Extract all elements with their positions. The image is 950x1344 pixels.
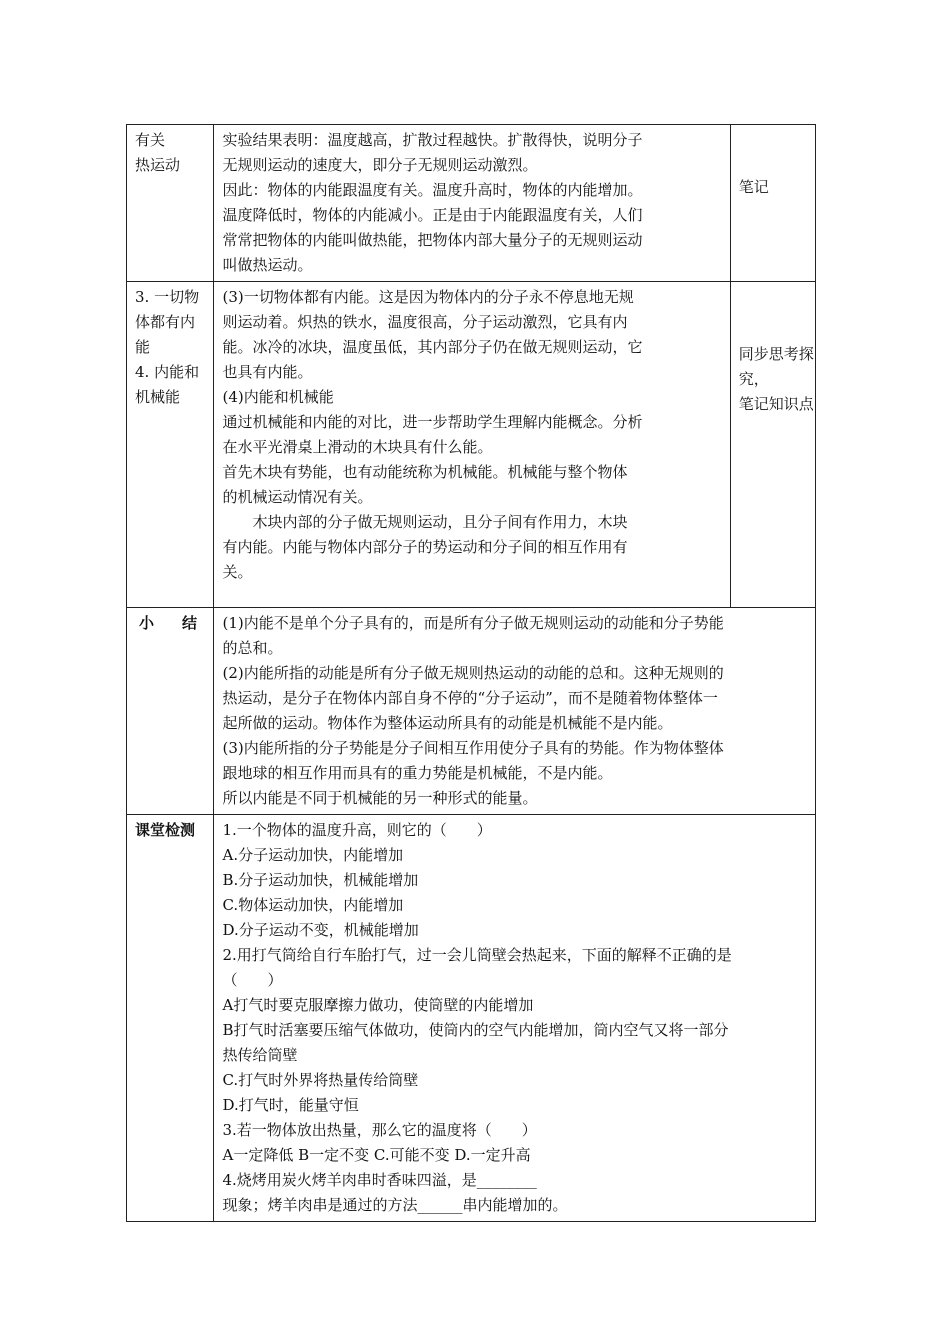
content-line: 常常把物体的内能叫做热能，把物体内部大量分子的无规则运动 [222, 231, 643, 249]
content-line: 无规则运动的速度大，即分子无规则运动激烈。 [222, 156, 538, 174]
topic-line: 3. 一切物 [135, 288, 200, 306]
note-text: 同步思考探 [738, 345, 814, 363]
question-line: 2.用打气筒给自行车胎打气，过一会儿筒壁会热起来，下面的解释不正确的是 [222, 946, 732, 964]
table-row [127, 125, 816, 282]
content-line: 首先木块有势能，也有动能统称为机械能。机械能与整个物体 [222, 463, 628, 481]
topic-cell [127, 282, 214, 608]
table-row [127, 815, 816, 1222]
question-line: 1.一个物体的温度升高，则它的（ ） [222, 821, 492, 839]
topic-line: 机械能 [135, 388, 181, 406]
lesson-table [126, 124, 816, 1222]
table-row [127, 608, 816, 815]
content-line: 起所做的运动。物体作为整体运动所具有的动能是机械能不是内能。 [222, 714, 673, 732]
note-text: 究， [738, 370, 769, 388]
content-line: 的总和。 [222, 639, 283, 657]
topic-line: 体都有内 [135, 313, 196, 331]
topic-line: 有关 [135, 131, 166, 149]
question-line: （ ） [222, 971, 283, 989]
topic-line: 能 [135, 338, 151, 356]
content-line: 关。 [222, 563, 253, 581]
content-line: 则运动着。炽热的铁水，温度很高，分子运动激烈，它具有内 [222, 313, 628, 331]
content-line: 叫做热运动。 [222, 256, 313, 274]
content-line: 温度降低时，物体的内能减小。正是由于内能跟温度有关，人们 [222, 206, 643, 224]
content-line: (2)内能所指的动能是所有分子做无规则热运动的动能的总和。这种无规则的 [222, 664, 724, 682]
content-line: 也具有内能。 [222, 363, 313, 381]
note-cell [730, 125, 815, 282]
note-cell [730, 282, 815, 608]
option-line: B.分子运动加快，机械能增加 [222, 871, 419, 889]
content-cell [214, 282, 730, 608]
summary-label-cell [127, 608, 214, 815]
option-line: A一定降低 B一定不变 C.可能不变 D.一定升高 [222, 1146, 531, 1164]
note-text: 笔记知识点 [738, 395, 814, 413]
content-line: 木块内部的分子做无规则运动，且分子间有作用力，木块 [222, 513, 628, 531]
content-line: 因此：物体的内能跟温度有关。温度升高时，物体的内能增加。 [222, 181, 643, 199]
content-line: (3)一切物体都有内能。这是因为物体内的分子永不停息地无规 [222, 288, 634, 306]
note-text: 笔记 [738, 178, 769, 196]
content-line: 所以内能是不同于机械能的另一种形式的能量。 [222, 789, 538, 807]
content-line: 通过机械能和内能的对比，进一步帮助学生理解内能概念。分析 [222, 413, 643, 431]
content-line: 在水平光滑桌上滑动的木块具有什么能。 [222, 438, 493, 456]
content-line: 能。冰冷的冰块，温度虽低，其内部分子仍在做无规则运动，它 [222, 338, 643, 356]
topic-line: 4. 内能和 [135, 363, 200, 381]
content-line: 热运动，是分子在物体内部自身不停的“分子运动”，而不是随着物体整体一 [222, 689, 718, 707]
content-line: (4)内能和机械能 [222, 388, 334, 406]
topic-line: 热运动 [135, 156, 181, 174]
option-line: A.分子运动加快，内能增加 [222, 846, 404, 864]
summary-label: 小 结 [139, 614, 198, 632]
content-line: 的机械运动情况有关。 [222, 488, 373, 506]
option-line: A打气时要克服摩擦力做功，使筒壁的内能增加 [222, 996, 534, 1014]
topic-cell [127, 125, 214, 282]
question-line: 现象；烤羊肉串是通过的方法______串内能增加的。 [222, 1196, 568, 1214]
option-line: B打气时活塞要压缩气体做功，使筒内的空气内能增加，筒内空气又将一部分 [222, 1021, 729, 1039]
quiz-label: 课堂检测 [135, 821, 196, 839]
option-line: D.分子运动不变，机械能增加 [222, 921, 419, 939]
question-line: 3.若一物体放出热量，那么它的温度将（ ） [222, 1121, 537, 1139]
content-line: (3)内能所指的分子势能是分子间相互作用使分子具有的势能。作为物体整体 [222, 739, 724, 757]
option-line: 热传给筒壁 [222, 1046, 298, 1064]
quiz-label-cell [127, 815, 214, 1222]
summary-content-cell [214, 608, 816, 815]
quiz-content-cell [214, 815, 816, 1222]
content-cell [214, 125, 730, 282]
option-line: C.打气时外界将热量传给筒壁 [222, 1071, 419, 1089]
content-line: 实验结果表明：温度越高，扩散过程越快。扩散得快，说明分子 [222, 131, 643, 149]
content-line: 有内能。内能与物体内部分子的势运动和分子间的相互作用有 [222, 538, 628, 556]
content-line: (1)内能不是单个分子具有的，而是所有分子做无规则运动的动能和分子势能 [222, 614, 724, 632]
option-line: C.物体运动加快，内能增加 [222, 896, 404, 914]
table-row [127, 282, 816, 608]
question-line: 4.烧烤用炭火烤羊肉串时香味四溢，是________ [222, 1171, 537, 1189]
content-line: 跟地球的相互作用而具有的重力势能是机械能，不是内能。 [222, 764, 613, 782]
option-line: D.打气时，能量守恒 [222, 1096, 359, 1114]
